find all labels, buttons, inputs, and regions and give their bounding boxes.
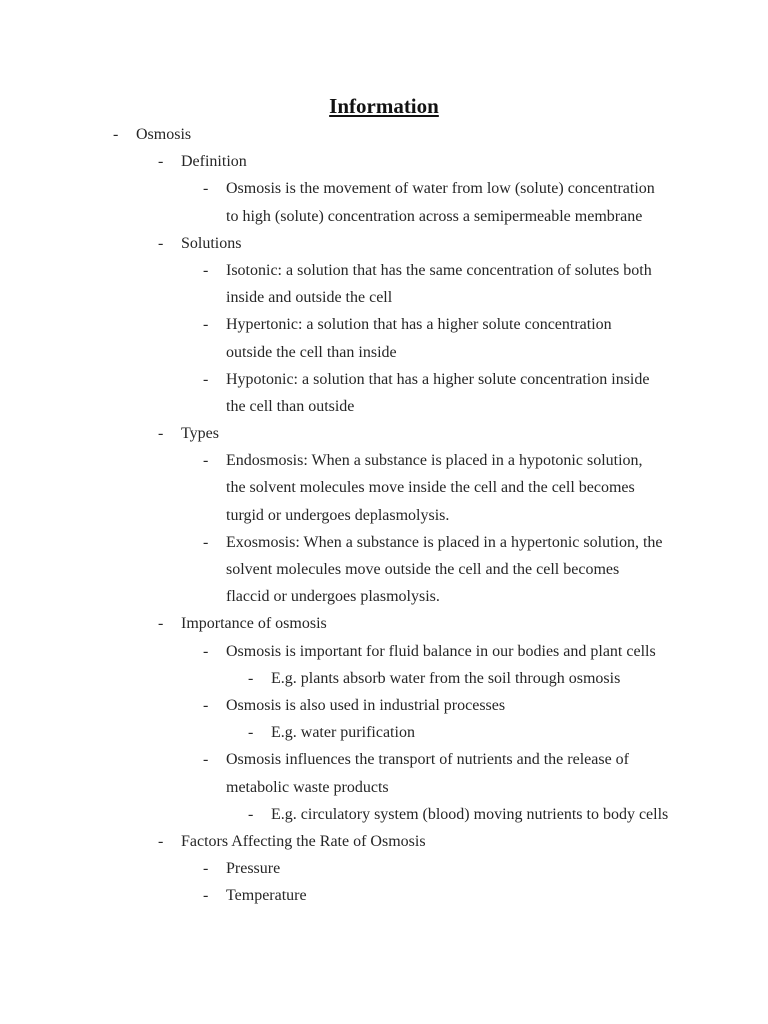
item-line bbox=[0, 882, 768, 909]
bullet-dash: - bbox=[248, 724, 254, 742]
item-text: Importance of osmosis bbox=[181, 615, 327, 633]
bullet-dash: - bbox=[203, 533, 209, 551]
item-line bbox=[0, 311, 768, 338]
item-text: the cell than outside bbox=[226, 397, 355, 415]
bullet-dash: - bbox=[203, 316, 209, 334]
item-line bbox=[0, 284, 768, 311]
bullet-dash: - bbox=[203, 452, 209, 470]
item-text: Exosmosis: When a substance is placed in a hypertonic solution, the bbox=[226, 533, 663, 551]
item-line bbox=[0, 148, 768, 175]
bullet-dash: - bbox=[203, 180, 209, 198]
item-line bbox=[0, 801, 768, 828]
bullet-dash: - bbox=[158, 615, 164, 633]
item-line bbox=[0, 719, 768, 746]
list-item-level-2 bbox=[0, 230, 768, 257]
item-line bbox=[0, 257, 768, 284]
item-line bbox=[0, 447, 768, 474]
item-text: Temperature bbox=[226, 887, 307, 905]
bullet-dash: - bbox=[203, 696, 209, 714]
item-line bbox=[0, 746, 768, 773]
list-item-level-2 bbox=[0, 828, 768, 855]
list-item-level-3 bbox=[0, 311, 768, 365]
item-line bbox=[0, 583, 768, 610]
item-line bbox=[0, 529, 768, 556]
item-line bbox=[0, 774, 768, 801]
item-text: E.g. water purification bbox=[271, 724, 415, 742]
list-item-level-4 bbox=[0, 719, 768, 746]
item-text: Types bbox=[181, 425, 219, 443]
item-line bbox=[0, 121, 768, 148]
bullet-dash: - bbox=[248, 669, 254, 687]
item-line bbox=[0, 610, 768, 637]
item-text: Pressure bbox=[226, 860, 281, 878]
item-text: Osmosis is also used in industrial processes bbox=[226, 696, 506, 714]
bullet-dash: - bbox=[203, 860, 209, 878]
item-line bbox=[0, 638, 768, 665]
bullet-dash: - bbox=[113, 126, 119, 143]
item-text: solvent molecules move outside the cell and the cell becomes bbox=[226, 561, 620, 578]
item-line bbox=[0, 420, 768, 447]
item-line bbox=[0, 339, 768, 366]
list-item-level-3 bbox=[0, 692, 768, 719]
bullet-dash: - bbox=[203, 261, 209, 279]
bullet-dash: - bbox=[158, 153, 164, 171]
list-item-level-3 bbox=[0, 175, 768, 229]
item-text: Hypotonic: a solution that has a higher solute concentration inside bbox=[226, 370, 650, 388]
item-text: Isotonic: a solution that has the same concentration of solutes both bbox=[226, 261, 652, 279]
bullet-dash: - bbox=[203, 751, 209, 769]
item-text: E.g. circulatory system (blood) moving nutrients to body cells bbox=[271, 805, 669, 823]
bullet-dash: - bbox=[203, 887, 209, 905]
list-item-level-4 bbox=[0, 801, 768, 828]
bullet-dash: - bbox=[158, 425, 164, 443]
item-line bbox=[0, 556, 768, 583]
item-line bbox=[0, 828, 768, 855]
item-text: outside the cell than inside bbox=[226, 343, 397, 361]
list-item-level-3 bbox=[0, 447, 768, 529]
item-line bbox=[0, 474, 768, 501]
bullet-dash: - bbox=[158, 234, 164, 252]
item-text: metabolic waste products bbox=[226, 778, 389, 796]
bullet-dash: - bbox=[248, 805, 254, 823]
item-text: E.g. plants absorb water from the soil through osmosis bbox=[271, 669, 621, 687]
item-text: the solvent molecules move inside the cell and the cell becomes bbox=[226, 479, 635, 497]
item-text: Osmosis influences the transport of nutrients and the release of bbox=[226, 751, 629, 769]
item-line bbox=[0, 366, 768, 393]
item-line bbox=[0, 502, 768, 529]
list-item-level-3 bbox=[0, 855, 768, 882]
outline-list bbox=[0, 121, 768, 909]
list-item-level-3 bbox=[0, 366, 768, 420]
list-item-level-3 bbox=[0, 529, 768, 611]
list-item-level-2 bbox=[0, 610, 768, 637]
item-text: Factors Affecting the Rate of Osmosis bbox=[181, 832, 426, 850]
list-item-level-2 bbox=[0, 420, 768, 447]
item-line bbox=[0, 230, 768, 257]
item-line bbox=[0, 203, 768, 230]
item-line bbox=[0, 665, 768, 692]
item-text: Definition bbox=[181, 153, 247, 171]
list-item-level-2 bbox=[0, 148, 768, 175]
page-title: Information bbox=[329, 94, 439, 118]
list-item-level-1 bbox=[0, 121, 768, 148]
item-text: inside and outside the cell bbox=[226, 289, 393, 307]
list-item-level-3 bbox=[0, 257, 768, 311]
list-item-level-3 bbox=[0, 746, 768, 800]
list-item-level-3 bbox=[0, 882, 768, 909]
item-text: Solutions bbox=[181, 234, 242, 252]
item-text: flaccid or undergoes plasmolysis. bbox=[226, 588, 440, 606]
item-text: to high (solute) concentration across a semipermeable membrane bbox=[226, 207, 643, 225]
item-line bbox=[0, 175, 768, 202]
bullet-dash: - bbox=[203, 370, 209, 388]
item-text: Osmosis is the movement of water from low (solute) concentration bbox=[226, 180, 655, 198]
item-text: Osmosis is important for fluid balance in our bodies and plant cells bbox=[226, 642, 656, 660]
item-line bbox=[0, 855, 768, 882]
item-text: Osmosis bbox=[136, 126, 192, 143]
item-line bbox=[0, 692, 768, 719]
bullet-dash: - bbox=[203, 642, 209, 660]
item-text: turgid or undergoes deplasmolysis. bbox=[226, 506, 450, 524]
bullet-dash: - bbox=[158, 832, 164, 850]
item-text: Hypertonic: a solution that has a higher solute concentration bbox=[226, 316, 612, 334]
list-item-level-4 bbox=[0, 665, 768, 692]
item-text: Endosmosis: When a substance is placed in a hypotonic solution, bbox=[226, 452, 643, 470]
list-item-level-3 bbox=[0, 638, 768, 665]
item-line bbox=[0, 393, 768, 420]
